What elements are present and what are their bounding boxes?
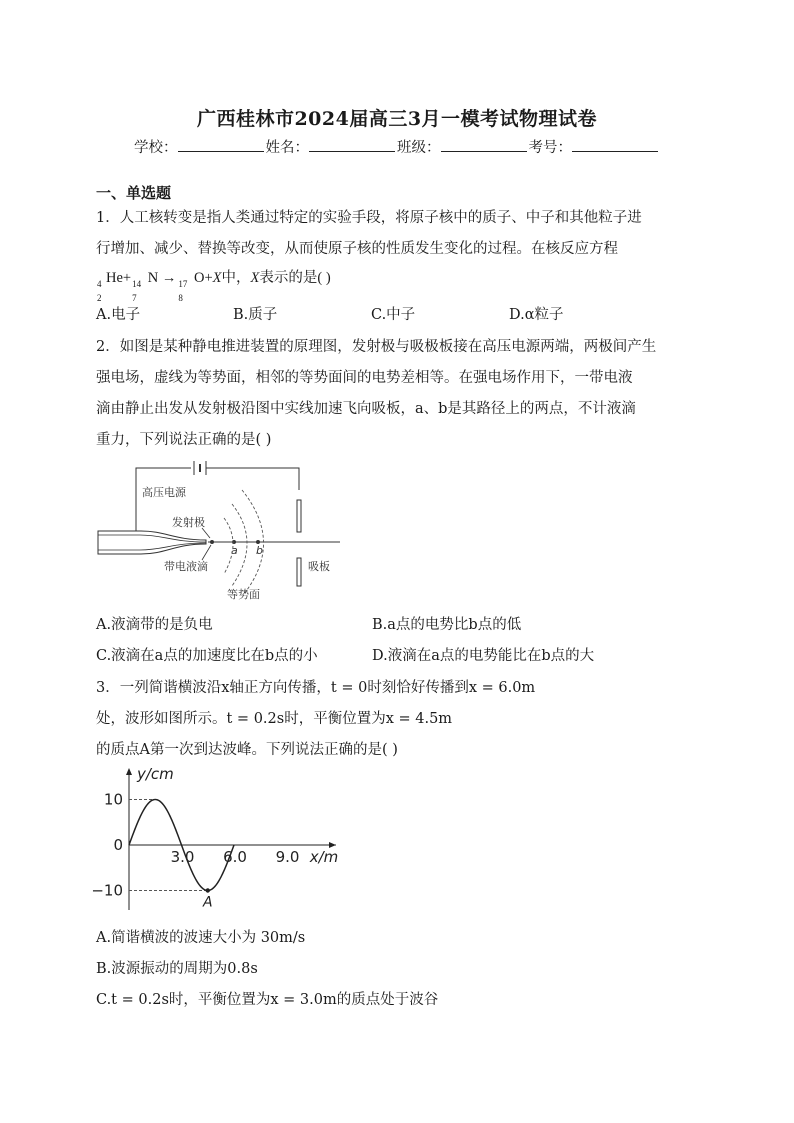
student-info-line [0, 136, 794, 157]
x-tick-label: 6.0 [223, 848, 247, 866]
q3-line-1: 3．一列简谐横波沿x轴正方向传播，t = 0时刻恰好传播到x = 6.0m [96, 680, 536, 696]
emitter-tube [98, 531, 206, 554]
point-a-label: a [231, 544, 238, 557]
n-symbol: N [147, 270, 159, 286]
power-label: 高压电源 [142, 486, 186, 499]
y-axis-label: y/cm [137, 765, 174, 783]
o-atomic-number: 8 [178, 293, 183, 303]
q1-option-b[interactable]: B.质子 [233, 307, 278, 323]
y-axis-arrow [126, 768, 132, 775]
droplet-label: 带电液滴 [164, 560, 208, 573]
q1-option-d[interactable]: D.α粒子 [509, 307, 564, 323]
he-mass-number: 4 [97, 279, 102, 289]
absorber-plate-top [297, 500, 301, 532]
x-tick-label: 3.0 [170, 848, 195, 866]
o-mass-number: 17 [178, 279, 188, 289]
plus-sign: + [122, 270, 132, 286]
q1-line-1: 1．人工核转变是指人类通过特定的实验手段，将原子核中的质子、中子和其他粒子进 [96, 210, 642, 226]
q2-line-1: 2．如图是某种静电推进装置的原理图，发射极与吸极板接在高压电源两端，两极间产生 [96, 339, 657, 355]
number-blank[interactable] [572, 139, 658, 152]
q1-line-2: 行增加、减少、替换等改变，从而使原子核的性质发生变化的过程。在核反应方程 [96, 241, 618, 257]
q2-line-2: 强电场，虚线为等势面，相邻的等势面间的电势差相等。在强电场作用下，一带电液 [96, 370, 633, 386]
q1-eq-tail: 中， [221, 270, 251, 286]
number-label: 考号： [528, 140, 572, 156]
droplet-dot [210, 540, 214, 544]
q1-eq-tail: 表示的是( ) [259, 270, 331, 286]
q1-option-a[interactable]: A.电子 [96, 307, 141, 323]
point-b-label: b [256, 544, 263, 557]
x-tick-label: 9.0 [275, 848, 300, 866]
q3-line-2: 处，波形如图所示。t = 0.2s时，平衡位置为x = 4.5m [96, 711, 453, 727]
q2-line-4: 重力，下列说法正确的是( ) [96, 432, 272, 448]
q3-option-c[interactable]: C.t = 0.2s时，平衡位置为x = 3.0m的质点处于波谷 [96, 992, 439, 1008]
reaction-arrow: → [161, 270, 177, 286]
he-atomic-number: 2 [97, 293, 102, 303]
n-mass-number: 14 [132, 279, 142, 289]
class-label: 班级： [397, 140, 441, 156]
q2-line-3: 滴由静止出发从发射极沿图中实线加速飞向吸板，a、b是其路径上的两点，不计液滴 [96, 401, 636, 417]
emitter-leader [202, 528, 210, 538]
equipotential-label: 等势面 [227, 588, 260, 601]
wave-chart [91, 762, 346, 914]
y-tick-label: −10 [91, 881, 123, 900]
point-a-label: A [202, 894, 213, 911]
school-label: 学校： [134, 140, 178, 156]
x-symbol: X [250, 270, 260, 286]
chart-labels [91, 765, 338, 911]
n-atomic-number: 7 [132, 293, 137, 303]
o-symbol: O [193, 270, 205, 286]
name-blank[interactable] [309, 139, 395, 152]
name-label: 姓名： [265, 140, 309, 156]
q1-nuclear-equation [96, 266, 331, 303]
emitter-label: 发射极 [172, 516, 205, 529]
section-heading: 一、单选题 [96, 184, 172, 202]
absorber-plate-bottom [297, 558, 301, 586]
class-blank[interactable] [441, 139, 527, 152]
chart-axes [126, 768, 336, 910]
absorber-label: 吸板 [308, 560, 330, 573]
school-blank[interactable] [178, 139, 264, 152]
x-axis-label: x/m [309, 848, 339, 866]
electrostatic-thruster-diagram [96, 456, 356, 604]
droplet-leader [202, 545, 211, 560]
plus-sign: + [204, 270, 213, 286]
q2-option-d[interactable]: D.液滴在a点的电势能比在b点的大 [372, 648, 595, 664]
q3-option-b[interactable]: B.波源振动的周期为0.8s [96, 961, 258, 977]
q2-option-a[interactable]: A.液滴带的是负电 [96, 617, 213, 633]
q2-option-b[interactable]: B.a点的电势比b点的低 [372, 617, 522, 633]
he-symbol: He [106, 270, 123, 286]
right-wire [206, 468, 299, 490]
q3-option-a[interactable]: A.简谐横波的波速大小为 30m/s [96, 930, 306, 946]
y-tick-label: 0 [113, 836, 123, 854]
q1-option-c[interactable]: C.中子 [371, 307, 416, 323]
x-symbol: X [212, 270, 222, 286]
q3-line-3: 的质点A第一次到达波峰。下列说法正确的是( ) [96, 742, 398, 758]
page-title: 广西桂林市2024届高三3月一模考试物理试卷 [196, 108, 598, 130]
q2-option-c[interactable]: C.液滴在a点的加速度比在b点的小 [96, 648, 318, 664]
y-tick-label: 10 [103, 790, 123, 809]
